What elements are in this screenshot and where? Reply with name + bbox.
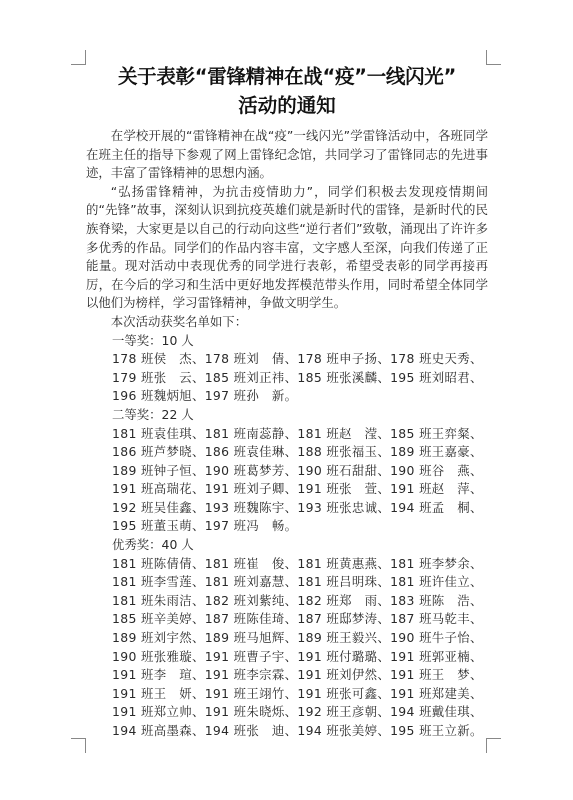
award-name-line: 192 班吴佳鑫、193 班魏陈宇、193 班张忠诚、194 班孟 桐、 [112, 499, 483, 515]
award-list-intro: 本次活动获奖名单如下： [110, 313, 248, 329]
award-name-line: 185 班辛美婷、187 班陈佳琦、187 班邸梦涛、187 班马乾丰、 [112, 611, 483, 627]
award-name-line: 178 班侯 杰、178 班刘 倩、178 班申子扬、178 班史天秀、 [112, 351, 483, 367]
award-section-first-prize [86, 332, 488, 406]
award-name-line: 181 班朱雨洁、182 班刘紫纯、182 班郑 雨、183 班陈 浩、 [112, 592, 483, 608]
award-name-line: 190 班张雅璇、191 班曹子宇、191 班付璐璐、191 班郭亚楠、 [112, 648, 483, 664]
award-section-second-prize [86, 406, 488, 536]
award-name-line: 195 班董玉萌、197 班冯 畅。 [112, 518, 298, 534]
document-body [86, 127, 488, 741]
award-name-line: 191 班李 瑄、191 班李宗霖、191 班刘伊然、191 班王 梦、 [112, 667, 483, 683]
title-line-1: 关于表彰“雷锋精神在战“疫”一线闪光” [117, 65, 457, 88]
award-heading: 优秀奖：40 人 [112, 537, 194, 553]
award-name-line: 191 班郑立帅、191 班朱晓烁、192 班王彦朝、194 班戴佳琪、 [112, 704, 483, 720]
award-name-line: 194 班高墨森、194 班张 迪、194 班张美婷、195 班王立新。 [112, 723, 483, 738]
paragraph-main: “弘扬雷锋精神，为抗击疫情助力”，同学们积极去发现疫情期间的“先锋”故事，深刻认识到抗疫英雄们就是新时代的雷锋，是新时代的民族脊梁，大家更是以自己的行动向这些“逆行者们”致敬，涌现出了许许多多优秀的作品。同学们的作品内容丰富，文字感人至深，向我们传递了正能量。现对活动中表现优秀的同学进行表彰，希望受表彰的同学再接再厉，在今后的学习和生活中更好地发挥模范带头作用，同时希望全体同学以他们为榜样，学习雷锋精神，争做文明学生。 [86, 183, 488, 311]
award-name-line: 191 班高瑞花、191 班刘子卿、191 班张 萱、191 班赵 萍、 [112, 481, 483, 497]
award-name-line: 181 班袁佳琪、181 班南蕊静、181 班赵 滢、185 班王弈粲、 [112, 425, 483, 441]
award-section-excellence-prize [86, 536, 488, 741]
crop-mark-top-left [71, 50, 86, 65]
award-name-line: 191 班王 妍、191 班王翊竹、191 班张可鑫、191 班郑建美、 [112, 685, 483, 701]
title-line-2: 活动的通知 [238, 94, 336, 117]
award-name-line: 186 班芦梦晓、186 班袁佳琳、188 班张福玉、189 班王嘉豪、 [112, 444, 483, 460]
paragraph-intro: 在学校开展的“雷锋精神在战“疫”一线闪光”学雷锋活动中，各班同学在班主任的指导下参观了网上雷锋纪念馆，共同学习了雷锋同志的先进事迹，丰富了雷锋精神的思想内涵。 [86, 128, 488, 181]
crop-mark-top-right [486, 50, 501, 65]
award-name-line: 189 班钟子恒、190 班葛梦芳、190 班石甜甜、190 班谷 燕、 [112, 462, 483, 478]
award-name-line: 181 班陈倩倩、181 班崔 俊、181 班黄惠燕、181 班李梦余、 [112, 555, 483, 571]
document-page [86, 62, 488, 741]
crop-mark-bottom-left [71, 738, 86, 753]
award-name-line: 179 班张 云、185 班刘正祎、185 班张溪麟、195 班刘昭君、 [112, 369, 483, 385]
award-name-line: 181 班李雪莲、181 班刘嘉慧、181 班吕明珠、181 班许佳立、 [112, 574, 483, 590]
award-name-line: 196 班魏炳旭、197 班孙 新。 [112, 388, 298, 404]
crop-mark-bottom-right [486, 738, 501, 753]
award-heading: 一等奖：10 人 [112, 332, 194, 348]
award-name-line: 189 班刘宇然、189 班马旭辉、189 班王毅兴、190 班牛子怡、 [112, 630, 483, 646]
award-heading: 二等奖：22 人 [112, 406, 194, 422]
